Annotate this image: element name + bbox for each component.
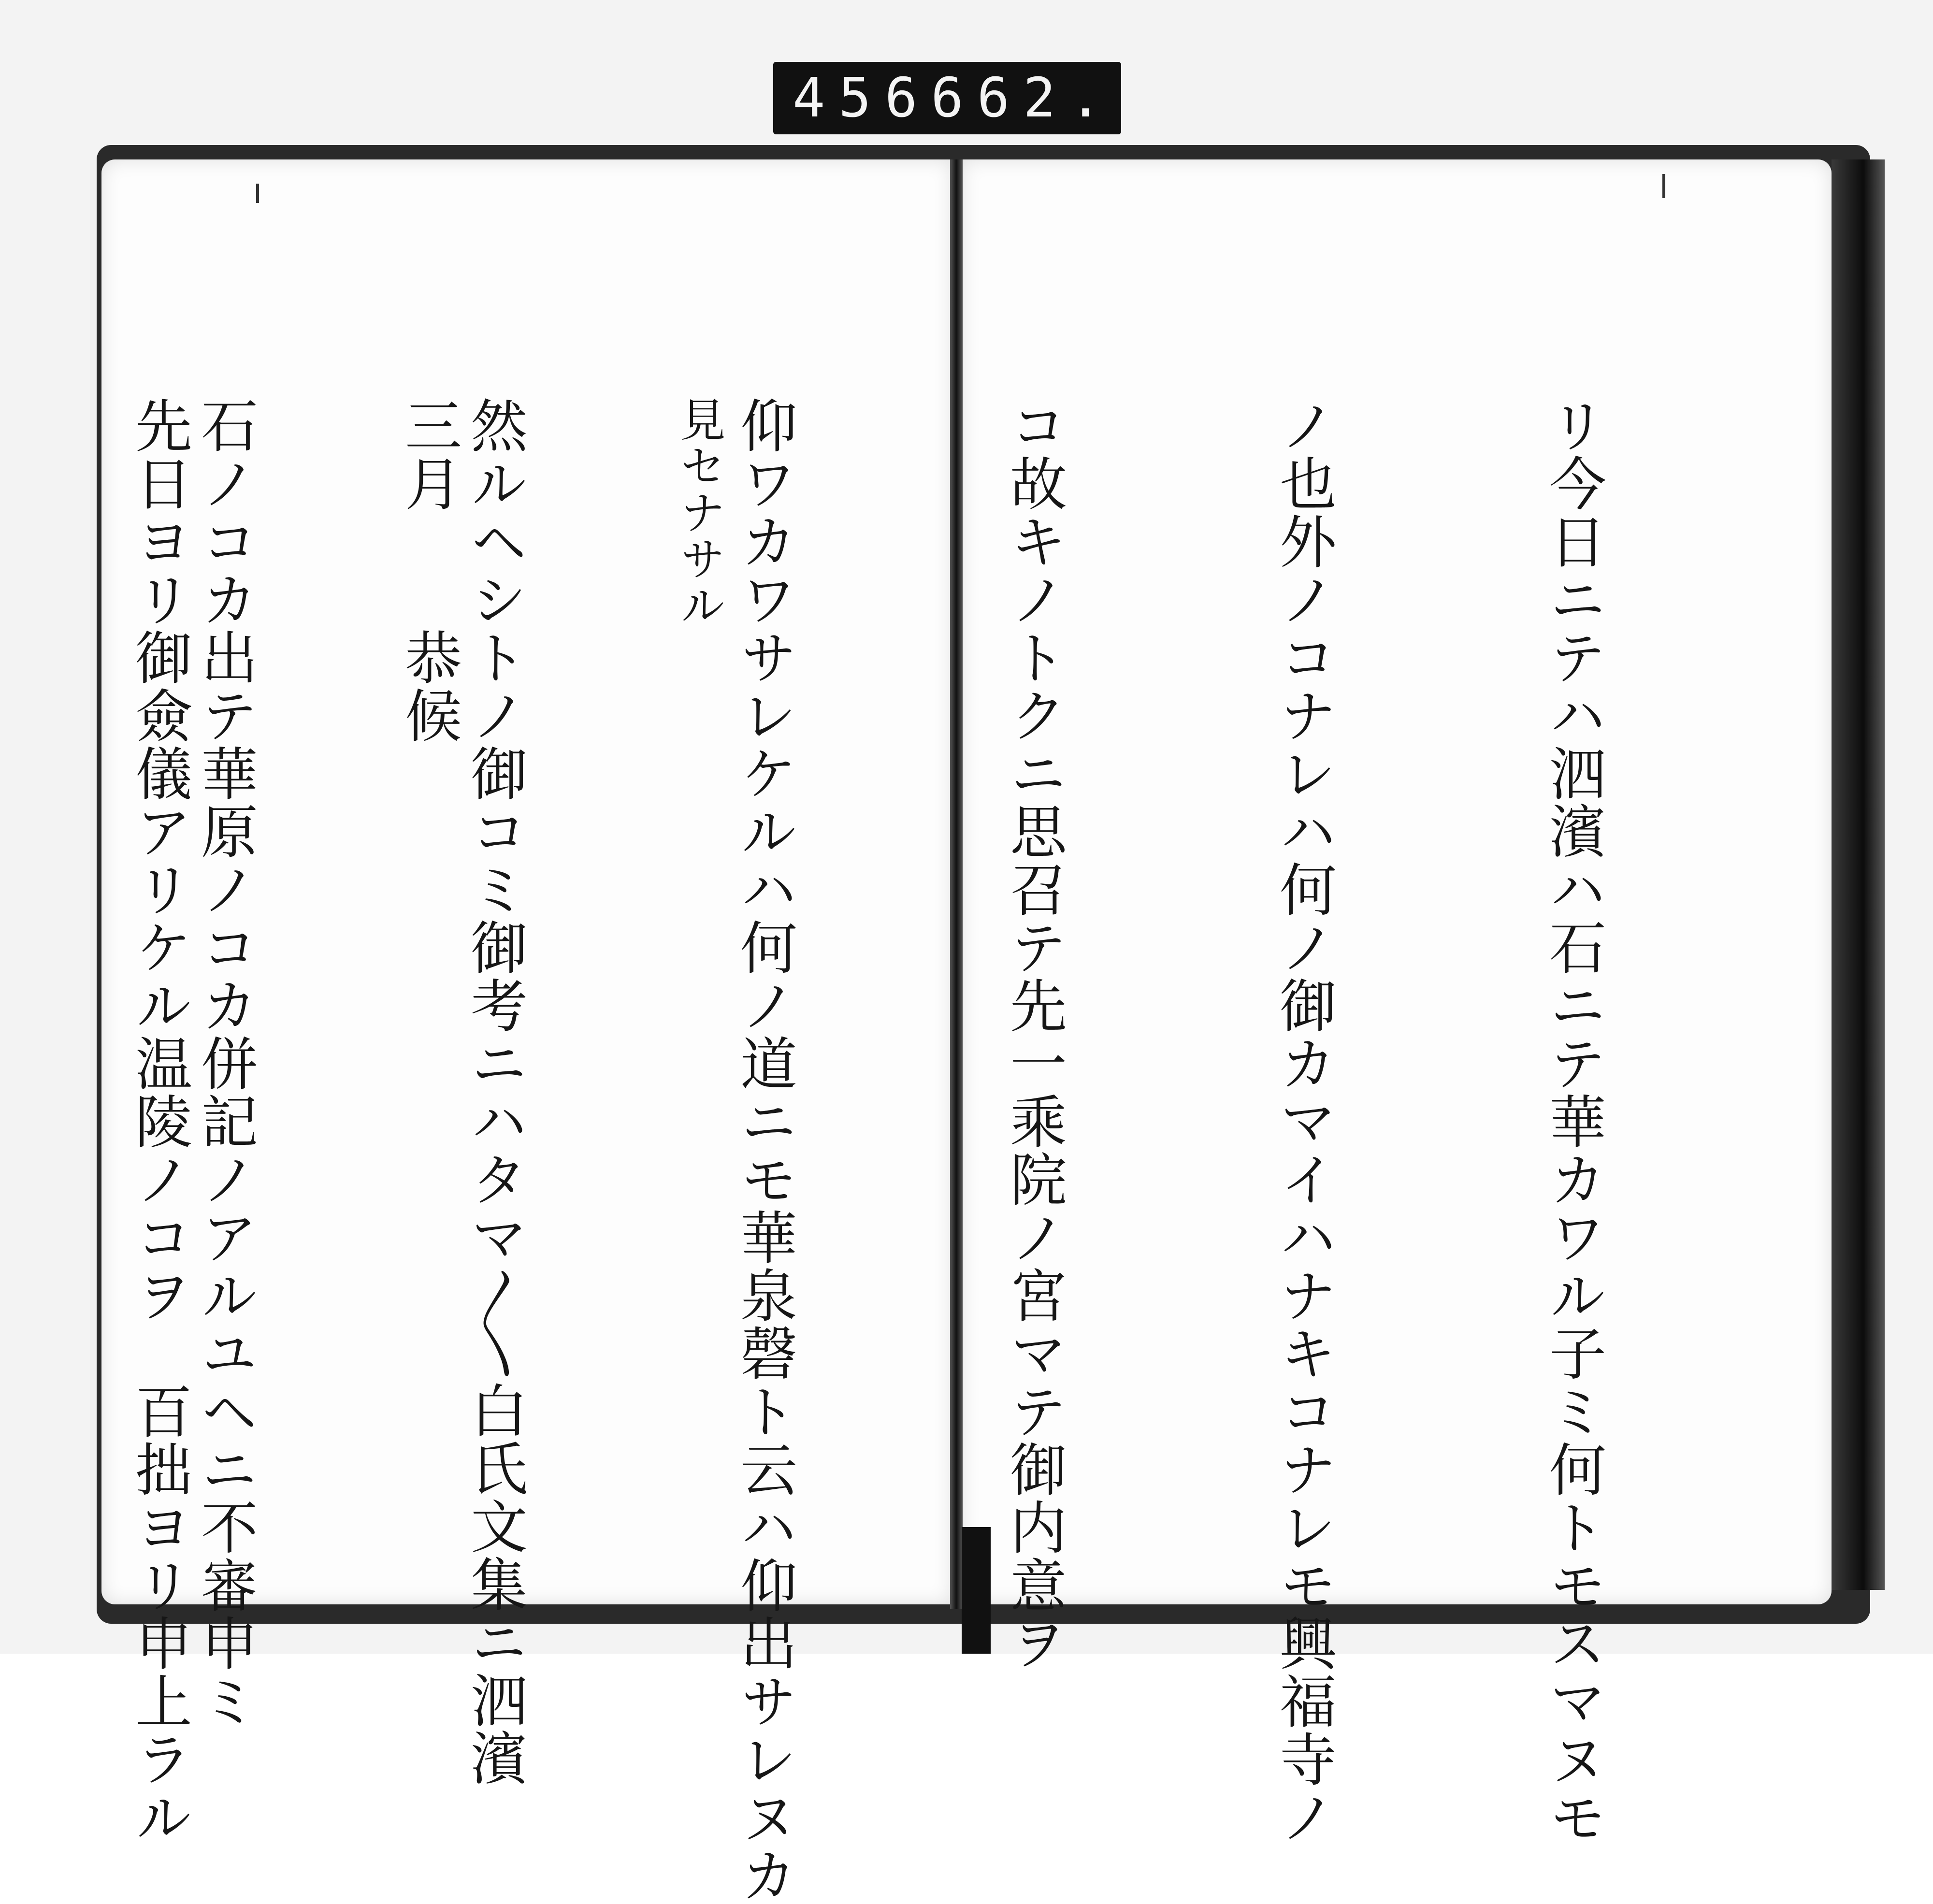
text-column: 石ノコカ出テ華原ノコカ併記ノアルユヘニ不審申ミ (191, 396, 258, 1730)
archive-label-plate (773, 62, 1121, 134)
text-column: リ今日ニテハ泗濱ハ石ニテ華カワル子ミ何トモスマヌモ (1540, 396, 1606, 1846)
archive-number-left: 456 (793, 67, 931, 130)
text-column: 然ルヘシトノ御コミ御考ニハタマ〳〵白氏文集ニ泗濱 (461, 396, 528, 1787)
left-page-text (126, 396, 923, 1904)
page-stack-shadow (1832, 159, 1885, 1590)
text-column: 三月 恭候 (395, 396, 462, 744)
text-column: 先日ヨリ御僉儀アリケル温陵ノコヲ 百拙ヨリ申上ラル (126, 396, 192, 1846)
spine-tab (962, 1527, 991, 1654)
archive-number-right: 662. (931, 67, 1116, 130)
corner-mark-right (1662, 174, 1665, 198)
text-column: 見セナサル (672, 396, 725, 628)
corner-mark-left (256, 184, 259, 203)
text-column: ノ也外ノコナレハ何ノ御カマイハナキコナレモ興福寺ノ (1270, 396, 1337, 1846)
text-column: コ故キノトクニ思召テ先一乘院ノ宮マテ御内意ヲ (1000, 396, 1067, 1672)
text-column: 仰ワカワサレケルハ何ノ道ニモ華泉磬ト云ハ仰出サレヌカ (731, 396, 797, 1904)
